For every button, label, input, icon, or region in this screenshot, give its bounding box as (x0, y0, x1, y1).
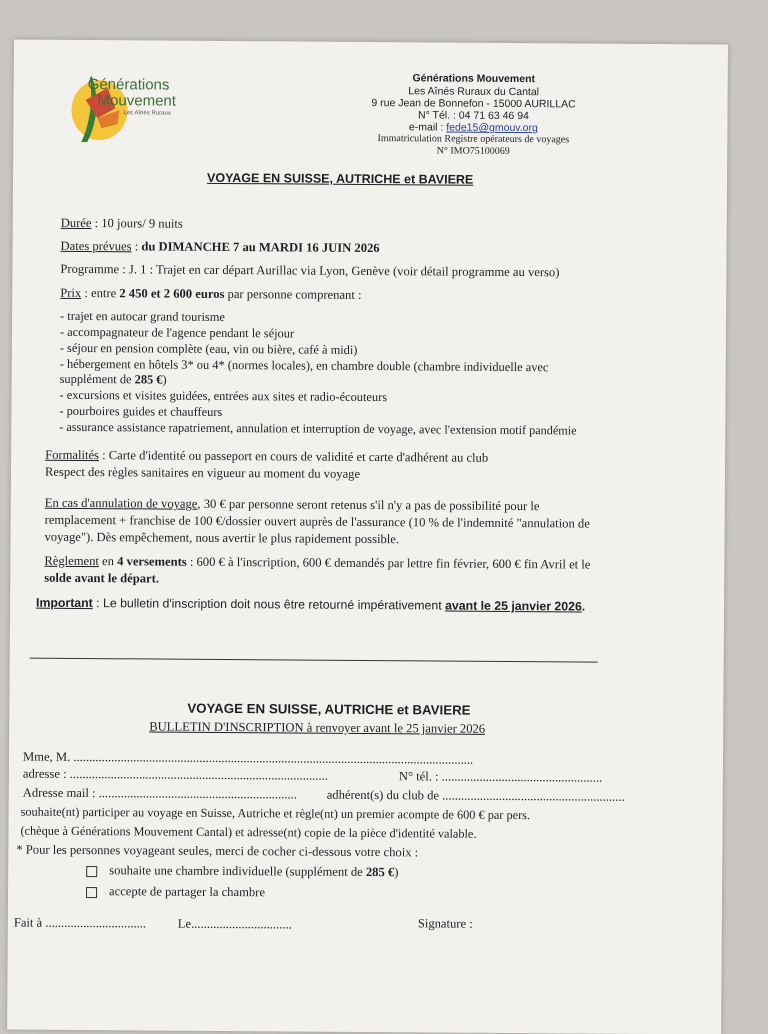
reglement-line1 (44, 554, 590, 573)
option-partager-label: accepte de partager la chambre (109, 884, 266, 900)
le-dots: ............................... (194, 916, 292, 932)
mme-label: Mme, M. (22, 749, 71, 764)
dates-line (61, 239, 380, 256)
list-item: - pourboires guides et chauffeurs (59, 403, 223, 419)
duree-value: : 10 jours/ 9 nuits (91, 216, 183, 231)
tel-dots: ................................................... (441, 769, 603, 785)
prix-post: par personne comprenant : (224, 286, 362, 302)
list-item: - accompagnateur de l'agence pendant le séjour (59, 324, 295, 341)
header-registry-no: N° IMO75100069 (436, 145, 510, 157)
mme-dots: ............................................................................................................................... (73, 749, 474, 767)
important-end: . (581, 599, 586, 614)
header-address: 9 rue Jean de Bonnefon - 15000 AURILLAC (371, 97, 576, 111)
option-individuelle[interactable] (86, 863, 398, 880)
tel-label: N° tél. : (398, 769, 439, 784)
club-label: adhérent(s) du club de (326, 787, 440, 803)
fait-dots: ................................ (45, 915, 147, 931)
prix-line (60, 286, 361, 303)
signature-label: Signature : (417, 916, 473, 931)
reglement-bold: 4 versements (117, 554, 187, 569)
important-text: : Le bulletin d'inscription doit nous être retourné impérativement (92, 596, 446, 613)
separator-line (30, 658, 598, 663)
header-email-label: e-mail : (408, 121, 447, 134)
adresse-dots: .................................................................................. (69, 766, 328, 783)
list-item: - séjour en pension complète (eau, vin ou bière, café à midi) (59, 340, 358, 357)
prix-amount: 2 450 et 2 600 euros (119, 286, 225, 301)
supplement-post: ) (162, 372, 167, 387)
annulation-line2: remplacement + franchise de 100 €/dossier ouvert auprès de l'assurance (10 % de l'indemnité "annulation de (44, 512, 590, 531)
important-label: Important (36, 595, 93, 611)
mail-field[interactable] (23, 786, 297, 803)
club-dots: .......................................................... (442, 788, 625, 804)
reglement-line2: solde avant le départ. (44, 570, 160, 586)
dates-value: du DIMANCHE 7 au MARDI 16 JUIN 2026 (141, 239, 380, 256)
participer-line: souhaite(nt) participer au voyage en Suisse, Autriche et règle(nt) un premier acompte de 600 € par pers. (20, 804, 531, 823)
header-registry: Immatriculation Registre opérateurs de voyages (377, 133, 570, 146)
fait-field[interactable] (14, 916, 146, 932)
reglement-rest: : 600 € à l'inscription, 600 € demandés par lettre fin février, 600 € fin Avril et le (186, 554, 591, 572)
duree-line (61, 216, 183, 232)
cheque-line: (chèque à Générations Mouvement Cantal) et adresse(nt) copie de la pièce d'identité valable. (20, 823, 477, 841)
page-title: VOYAGE EN SUISSE, AUTRICHE et BAVIERE (206, 170, 474, 187)
option-partager[interactable] (86, 884, 265, 900)
dates-label: Dates prévues (60, 238, 132, 254)
header-org-name: Générations Mouvement (412, 72, 536, 86)
mail-label: Adresse mail : (22, 785, 96, 801)
list-item: - assurance assistance rapatriement, annulation et interruption de voyage, avec l'extension motif pandémie (59, 419, 577, 438)
bulletin-subtitle: BULLETIN D'INSCRIPTION à renvoyer avant le 25 janvier 2026 (149, 719, 486, 736)
reglement-label: Règlement (44, 553, 99, 569)
header-email-link[interactable]: fede15@gmouv.org (446, 121, 538, 135)
club-field[interactable] (327, 788, 625, 805)
reglement-pre: en (98, 554, 118, 569)
header-tel: N° Tél. : 04 71 63 46 94 (418, 109, 529, 123)
seules-line: * Pour les personnes voyageant seules, merci de cocher ci-dessous votre choix : (16, 842, 419, 860)
prix-label: Prix (60, 285, 82, 300)
logo-text-mouvement: Mouvement (97, 92, 177, 110)
important-date: avant le 25 janvier 2026 (445, 598, 582, 614)
programme-line: Programme : J. 1 : Trajet en car départ Aurillac via Lyon, Genève (voir détail programme au verso) (60, 261, 560, 280)
list-item: - hébergement en hôtels 3* ou 4* (normes locales), en chambre double (chambre individuelle avec (59, 356, 549, 375)
adresse-field[interactable] (23, 767, 328, 784)
supplement-line (60, 372, 167, 388)
option-individuelle-end: ) (394, 865, 399, 880)
fait-label: Fait à (13, 915, 43, 930)
le-field[interactable] (178, 917, 292, 933)
formalites-label: Formalités (45, 447, 100, 463)
option-individuelle-amount: 285 € (365, 864, 395, 880)
le-label: Le. (177, 916, 195, 931)
option-individuelle-label: souhaite une chambre individuelle (supplément de (109, 863, 366, 879)
bulletin-title: VOYAGE EN SUISSE, AUTRICHE et BAVIERE (187, 700, 471, 718)
document-sheet (7, 40, 728, 1034)
formalites-text: : Carte d'identité ou passeport en cours de validité et carte d'adhérent au club (98, 448, 489, 465)
tel-field[interactable] (399, 769, 603, 785)
header-subtitle: Les Aînés Ruraux du Cantal (408, 85, 540, 99)
list-item: - trajet en autocar grand tourisme (60, 308, 225, 324)
mme-field[interactable] (23, 750, 473, 768)
logo-text-generations: Générations (87, 76, 170, 94)
adresse-label: adresse : (22, 766, 67, 781)
supplement-pre: supplément de (59, 371, 135, 387)
duree-label: Durée (60, 215, 92, 231)
supplement-amount: 285 € (134, 372, 163, 387)
mail-dots: ............................................................... (98, 786, 298, 802)
formalites-line (45, 448, 488, 466)
individuelle-checkbox[interactable] (86, 866, 97, 877)
partager-checkbox[interactable] (86, 887, 97, 898)
annulation-text: , 30 € par personne seront retenus s'il n'y a pas de possibilité pour le (197, 496, 540, 514)
prix-pre: : entre (81, 285, 120, 301)
formalites-line2: Respect des règles sanitaires en vigueur au moment du voyage (44, 464, 361, 481)
annulation-line3: voyage"). Dès empêchement, nous avertir le plus rapidement possible. (44, 529, 400, 547)
important-line (36, 596, 585, 614)
dates-sep: : (131, 239, 142, 254)
list-item: - excursions et visites guidées, entrées aux sites et radio-écouteurs (59, 387, 388, 405)
annulation-line1 (45, 496, 540, 514)
annulation-label: En cas d'annulation de voyage (44, 495, 198, 511)
logo-text-aines: Les Aînés Ruraux (123, 110, 171, 117)
